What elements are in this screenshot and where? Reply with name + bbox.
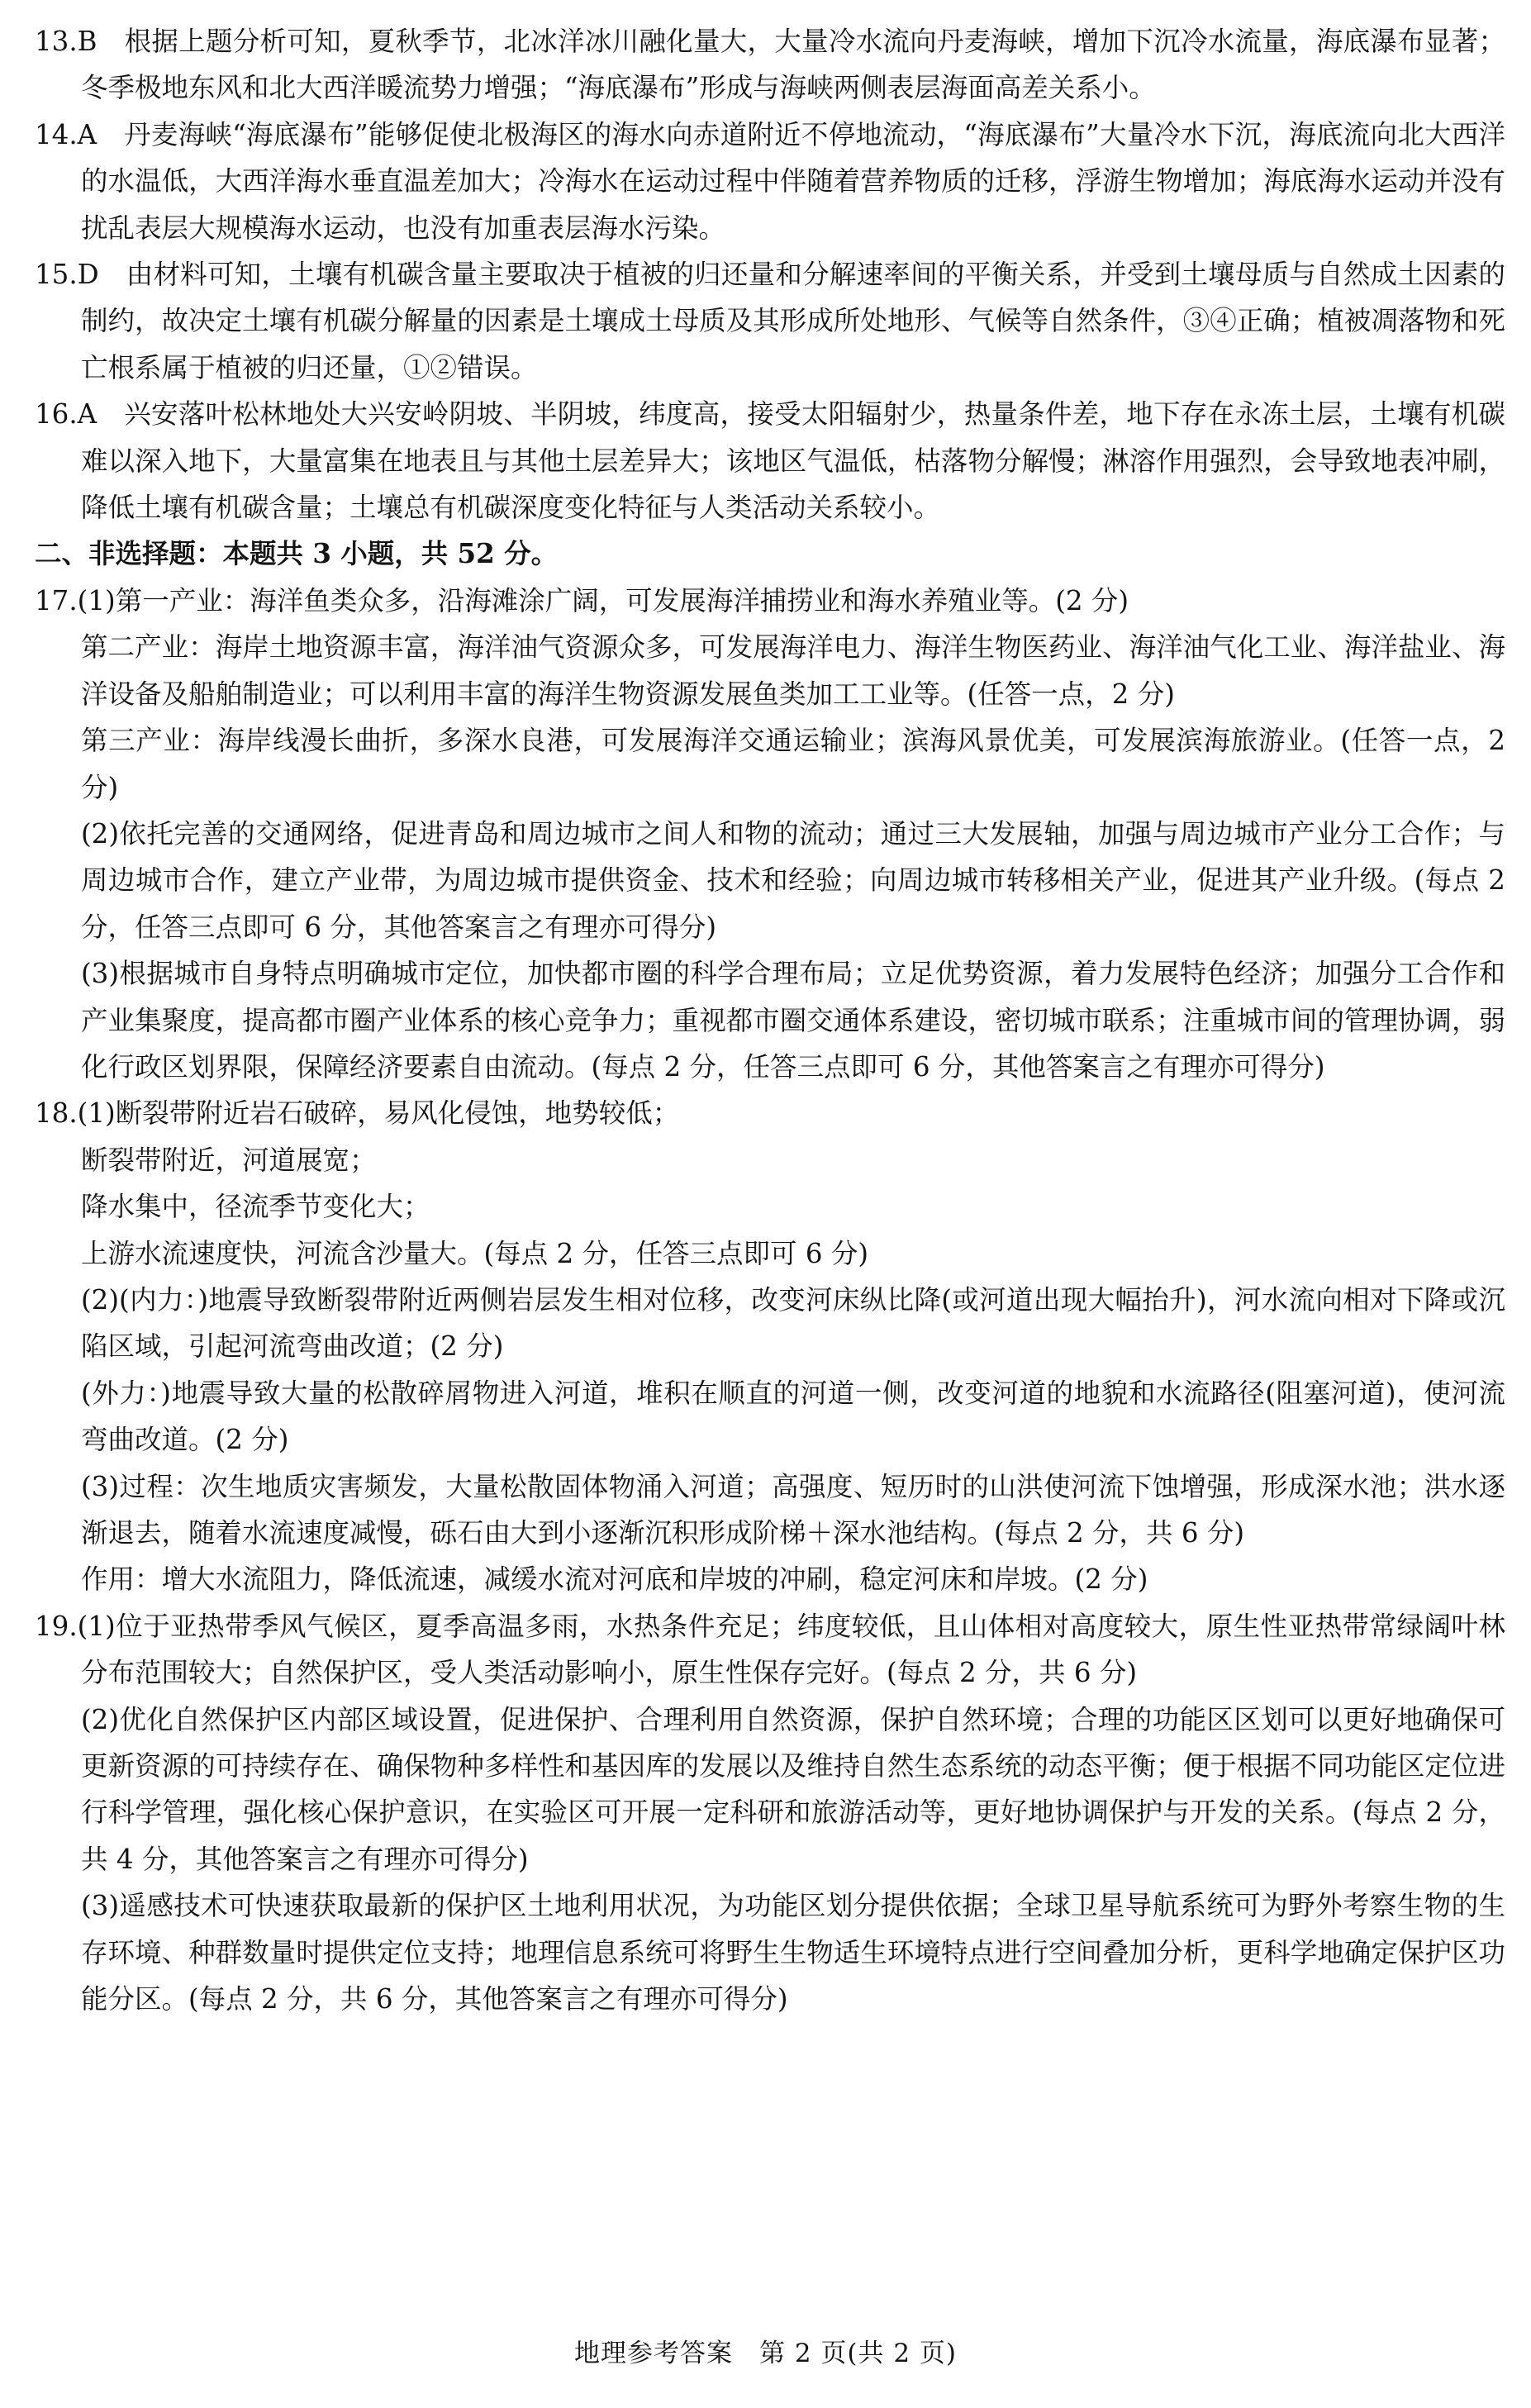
answer-18-2-external: (外力：)地震导致大量的松散碎屑物进入河道，堆积在顺直的河道一侧，改变河道的地貌和水流路径(阻塞河道)，使河流弯曲改道。(2 分) bbox=[81, 1377, 1505, 1456]
answer-17-1-tertiary: 第三产业：海岸线漫长曲折，多深水良港，可发展海洋交通运输业；滨海风景优美，可发展滨海旅游业。(任答一点，2 分) bbox=[81, 725, 1505, 803]
answer-17-2: (2)依托完善的交通网络，促进青岛和周边城市之间人和物的流动；通过三大发展轴，加强与周边城市产业分工合作；与周边城市合作，建立产业带，为周边城市提供资金、技术和经验；向周边城市转移相关产业，促进其产业升级。(每点 2 分，任答三点即可 6 分，其他答案言之有理亦可得分) bbox=[81, 817, 1505, 943]
answer-13: 13.B 根据上题分析可知，夏秋季节，北冰洋冰川融化量大，大量冷水流向丹麦海峡，增加下沉冷水流量，海底瀑布显著；冬季极地东风和北大西洋暖流势力增强；“海底瀑布”形成与海峡两侧表层海面高差关系小。 bbox=[35, 26, 1505, 104]
answer-18-1-c: 降水集中，径流季节变化大； bbox=[81, 1191, 430, 1223]
answer-19-2: (2)优化自然保护区内部区域设置，促进保护、合理利用自然资源，保护自然环境；合理的功能区区划可以更好地确保可更新资源的可持续存在、确保物种多样性和基因库的发展以及维持自然生态系统的动态平衡；便于根据不同功能区定位进行科学管理，强化核心保护意识，在实验区可开展一定科研和旅游活动等，更好地协调保护与开发的关系。(每点 2 分，共 4 分，其他答案言之有理亦可得分) bbox=[81, 1703, 1505, 1875]
answer-18-3-effect: 作用：增大水流阻力，降低流速，减缓水流对河底和岸坡的冲刷，稳定河床和岸坡。(2 分) bbox=[81, 1563, 1148, 1596]
answer-19-3: (3)遥感技术可快速获取最新的保护区土地利用状况，为功能区划分提供依据；全球卫星导航系统可为野外考察生物的生存环境、种群数量时提供定位支持；地理信息系统可将野生生物适生环境特点进行空间叠加分析，更科学地确定保护区功能分区。(每点 2 分，共 6 分，其他答案言之有理亦可得分) bbox=[81, 1890, 1505, 2015]
page-footer: 地理参考答案 第 2 页(共 2 页) bbox=[573, 2339, 958, 2368]
answer-17-1-primary: 17.(1)第一产业：海洋鱼类众多，沿海滩涂广阔，可发展海洋捕捞业和海水养殖业等。(2 分) bbox=[35, 584, 1129, 616]
answer-19-1: 19.(1)位于亚热带季风气候区，夏季高温多雨，水热条件充足；纬度较低，且山体相对高度较大，原生性亚热带常绿阔叶林分布范围较大；自然保护区，受人类活动影响小，原生性保存完好。(每点 2 分，共 6 分) bbox=[35, 1610, 1505, 1689]
answer-17-1-secondary: 第二产业：海岸土地资源丰富，海洋油气资源众多，可发展海洋电力、海洋生物医药业、海洋油气化工业、海洋盐业、海洋设备及船舶制造业；可以利用丰富的海洋生物资源发展鱼类加工工业等。(任答一点，2 分) bbox=[81, 631, 1505, 710]
section-heading-non-choice: 二、非选择题：本题共 3 小题，共 52 分。 bbox=[35, 537, 559, 570]
answer-18-2-internal: (2)(内力：)地震导致断裂带附近两侧岩层发生相对位移，改变河床纵比降(或河道出现大幅抬升)，河水流向相对下降或沉陷区域，引起河流弯曲改道；(2 分) bbox=[81, 1283, 1505, 1363]
answer-17-3: (3)根据城市自身特点明确城市定位，加快都市圈的科学合理布局；立足优势资源，着力发展特色经济；加强分工合作和产业集聚度，提高都市圈产业体系的核心竞争力；重视都市圈交通体系建设，密切城市联系；注重城市间的管理协调，弱化行政区划界限，保障经济要素自由流动。(每点 2 分，任答三点即可 6 分，其他答案言之有理亦可得分) bbox=[81, 958, 1505, 1083]
answer-14: 14.A 丹麦海峡“海底瀑布”能够促使北极海区的海水向赤道附近不停地流动，“海底瀑布”大量冷水下沉，海底流向北大西洋的水温低，大西洋海水垂直温差加大；冷海水在运动过程中伴随着营养物质的迁移，浮游生物增加；海底海水运动并没有扰乱表层大规模海水运动，也没有加重表层海水污染。 bbox=[35, 118, 1505, 244]
answer-18-3-process: (3)过程：次生地质灾害频发，大量松散固体物涌入河道；高强度、短历时的山洪使河流下蚀增强，形成深水池；洪水逐渐退去，随着水流速度减慢，砾石由大到小逐渐沉积形成阶梯＋深水池结构。(每点 2 分，共 6 分) bbox=[81, 1470, 1505, 1549]
answer-18-1-a: 18.(1)断裂带附近岩石破碎，易风化侵蚀，地势较低； bbox=[35, 1097, 680, 1130]
answer-15: 15.D 由材料可知，土壤有机碳含量主要取决于植被的归还量和分解速率间的平衡关系，并受到土壤母质与自然成土因素的制约，故决定土壤有机碳分解量的因素是土壤成土母质及其形成所处地形、气候等自然条件，③④正确；植被凋落物和死亡根系属于植被的归还量，①②错误。 bbox=[35, 259, 1505, 383]
answer-18-1-b: 断裂带附近，河道展宽； bbox=[81, 1144, 377, 1176]
answer-16: 16.A 兴安落叶松林地处大兴安岭阴坡、半阴坡，纬度高，接受太阳辐射少，热量条件差，地下存在永冻土层，土壤有机碳难以深入地下，大量富集在地表且与其他土层差异大；该地区气温低，枯落物分解慢；淋溶作用强烈，会导致地表冲刷，降低土壤有机碳含量；土壤总有机碳深度变化特征与人类活动关系较小。 bbox=[35, 398, 1505, 524]
answer-content bbox=[35, 18, 1505, 2022]
answer-18-1-d: 上游水流速度快，河流含沙量大。(每点 2 分，任答三点即可 6 分) bbox=[81, 1237, 869, 1269]
